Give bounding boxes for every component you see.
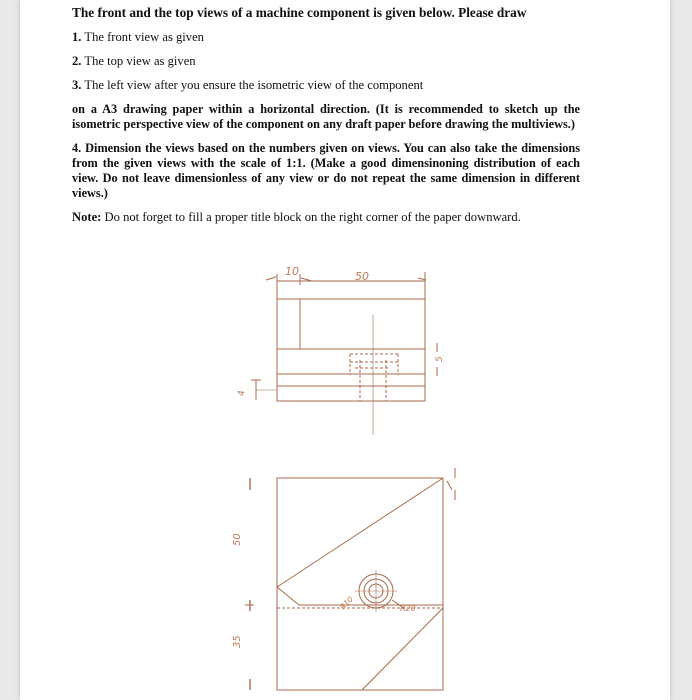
item-number: 3.: [72, 78, 82, 92]
top-view-diagonal: [277, 478, 443, 587]
drawing-lines: [245, 272, 455, 690]
dim-10: 10: [285, 265, 299, 278]
paragraph-a3: on a A3 drawing paper within a horizontal direction. (It is recommended to sketch up the isometric perspective view of the component on any draft paper before drawing the multiviews.): [72, 102, 580, 131]
hidden-lines: [350, 354, 398, 401]
item-text: The top view as given: [84, 54, 196, 68]
item-number: 1.: [72, 30, 82, 44]
front-view-upper-block: [300, 299, 425, 349]
item-number: 4.: [72, 141, 82, 155]
top-view-diagonal: [362, 608, 443, 690]
dim-35-vertical: 35: [232, 635, 243, 648]
dim-r10: R10: [338, 594, 355, 612]
dim-50-vertical: 50: [232, 533, 243, 546]
item-number: 2.: [72, 54, 82, 68]
note-label: Note:: [72, 210, 102, 224]
item-text: The front view as given: [84, 30, 204, 44]
item-text: Dimension the views based on the numbers given on views. You can also take the dimensions from the given views with the scale of 1:1. (Make a good dimensinoning distribution of each view. Do not leave dimensionless of any view or do not repeat the same dimension in different views.): [72, 141, 581, 200]
top-view-diagonal: [277, 587, 299, 605]
dim-r20: R20: [400, 604, 416, 613]
item-text: The left view after you ensure the isometric view of the component: [84, 78, 424, 92]
dim-left-small: 4: [237, 390, 247, 396]
note-text: Do not forget to fill a proper title block on the right corner of the paper downward.: [104, 210, 521, 224]
dim-50: 50: [355, 270, 369, 283]
intro-line: The front and the top views of a machine component is given below. Please draw: [72, 5, 527, 20]
dim-right-small: 5: [435, 356, 445, 362]
